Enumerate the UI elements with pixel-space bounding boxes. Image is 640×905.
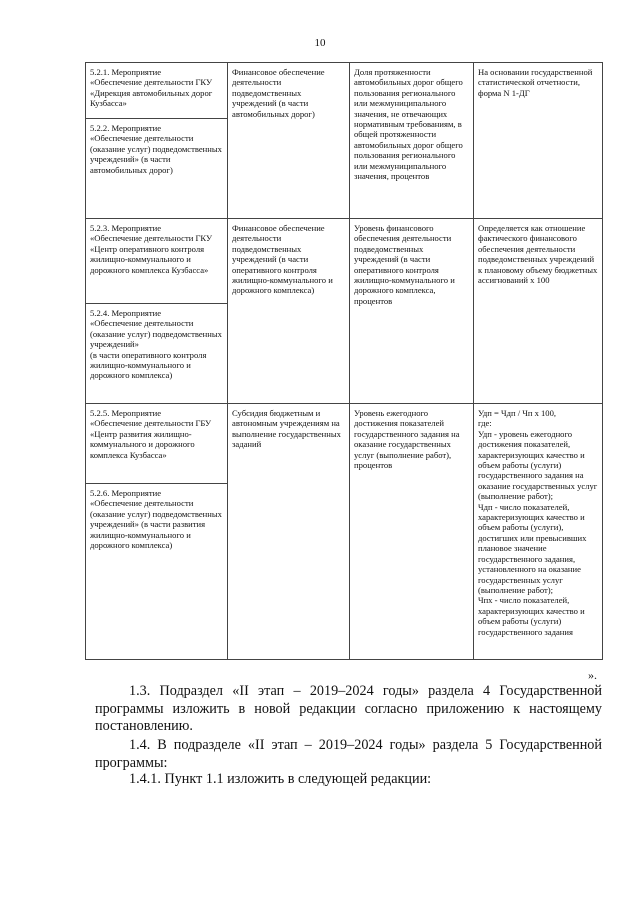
table-cell-measure: 5.2.5. Мероприятие «Обеспечение деятельности ГБУ «Центр развития жилищно-коммунального и дорожного комплекса Кузбасса» [86,404,228,484]
table-cell-measure: 5.2.2. Мероприятие «Обеспечение деятельности (оказание услуг) подведомственных учреждений» (в части автомобильных дорог) [86,119,228,219]
measures-table [85,62,603,660]
table-cell-measure: 5.2.6. Мероприятие «Обеспечение деятельности (оказание услуг) подведомственных учреждений» (в части развития жилищно-коммунального и дорожного комплекса) [86,484,228,660]
table-cell-measure: 5.2.3. Мероприятие «Обеспечение деятельности ГКУ «Центр оперативного контроля жилищно-коммунального и дорожного комплекса Кузбасса» [86,219,228,304]
table-cell-purpose: Финансовое обеспечение деятельности подведомственных учреждений (в части автомобильных дорог) [228,63,350,219]
table-cell-indicator: Доля протяженности автомобильных дорог общего пользования регионального или межмуниципального значения, не отвечающих нормативным требованиям, в общей протяженности автомобильных дорог общего пользования регионального или межмуниципального значения, процентов [350,63,474,219]
table-cell-purpose: Субсидия бюджетным и автономным учреждениям на выполнение государственных заданий [228,404,350,660]
paragraph-1-4: 1.4. В подразделе «II этап – 2019–2024 годы» раздела 5 Государственной программы: [95,737,602,771]
page-number: 10 [314,37,326,49]
paragraph-1-3: 1.3. Подраздел «II этап – 2019–2024 годы» раздела 4 Государственной программы изложить в новой редакции согласно приложению к настоящему постановлению. [95,683,602,734]
table-row [86,404,603,484]
table-row [86,63,603,119]
table-cell-method: Определяется как отношение фактического финансового обеспечения деятельности подведомственных учреждений к плановому объему бюджетных ассигнований х 100 [474,219,603,404]
table-row [86,219,603,304]
table-cell-purpose: Финансовое обеспечение деятельности подведомственных учреждений (в части оперативного контроля жилищно-коммунального и дорожного комплекса) [228,219,350,404]
closing-quote: ». [588,668,597,682]
table-cell-indicator: Уровень финансового обеспечения деятельности подведомственных учреждений (в части оперативного контроля жилищно-коммунального и дорожного комплекса, процентов [350,219,474,404]
table-cell-method: На основании государственной статистической отчетности, форма N 1-ДГ [474,63,603,219]
paragraph-1-4-1: 1.4.1. Пункт 1.1 изложить в следующей редакции: [129,771,432,787]
table-cell-measure: 5.2.1. Мероприятие «Обеспечение деятельности ГКУ «Дирекция автомобильных дорог Кузбасса» [86,63,228,119]
table-cell-measure: 5.2.4. Мероприятие «Обеспечение деятельности (оказание услуг) подведомственных учреждений» (в части оперативного контроля жилищно-коммунального и дорожного комплекса) [86,304,228,404]
table-cell-indicator: Уровень ежегодного достижения показателей государственного задания на оказание государственных услуг (выполнение работ), процентов [350,404,474,660]
table-cell-method: Удп = Чдп / Чп х 100, где: Удп - уровень ежегодного достижения показателей, характеризующих качество и объем работы (услуги) государственного задания на оказание государственных услуг (выполнение работ); Чдп - число показателей, характеризующих качество и объем работы (услуги), достигших или превысивших плановое значение государственного задания, установленного на оказание государственных услуг (выполнение работ); Чпх - число показателей, характеризующих качество и объем работы (услуги) государственного задания [474,404,603,660]
